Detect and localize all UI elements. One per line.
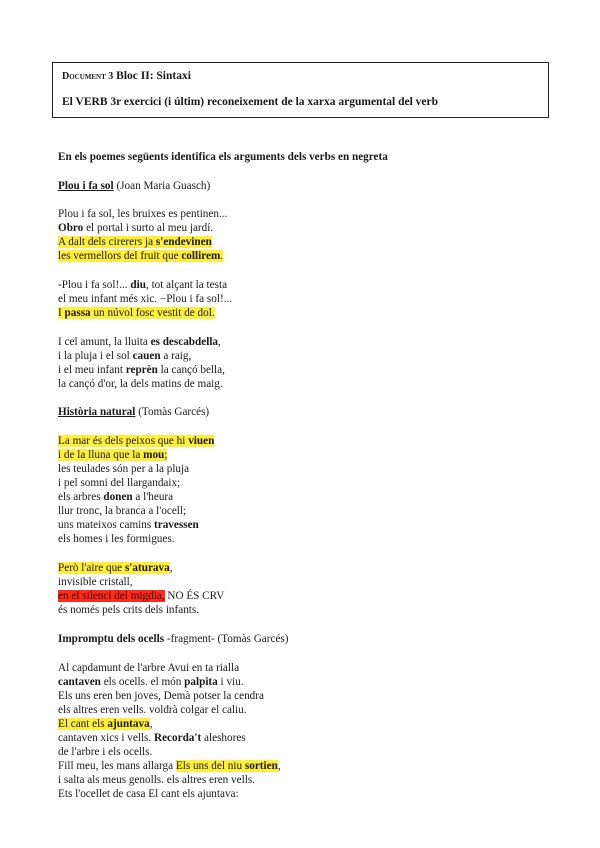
poem2-line: és només pels crits dels infants. [58, 604, 200, 616]
text-span: i el meu infant [58, 364, 126, 376]
text-span: un núvol fosc vestit de dol. [90, 307, 215, 319]
highlight-span [58, 718, 150, 730]
doc-label: Document 3 [62, 71, 114, 82]
text-span: les vermellors del fruit que [58, 250, 182, 262]
text-span: i la pluja i el sol [58, 350, 133, 362]
poem1-line: la cançó d'or, la dels matins de maig. [58, 378, 223, 390]
poem3-line: Al capdamunt de l'arbre Avui en ta rialla [58, 662, 240, 674]
poem2-line: els homes i les formigues. [58, 533, 175, 545]
poem3-line: Ets l'ocellet de casa El cant els ajuntava: [58, 788, 239, 800]
text-span: i de la lluna que la [58, 449, 144, 461]
red-highlight-span: en el silenci del migdia, [58, 590, 165, 602]
poem1-line [58, 363, 225, 377]
text-span: uns mateixos camins [58, 519, 155, 531]
highlight-span [58, 307, 215, 319]
poem2-line [58, 561, 173, 575]
highlight-span [58, 449, 167, 461]
poem1-heading [58, 179, 210, 193]
text-span: I cel amunt, la lluita [58, 336, 151, 348]
poem2-line [58, 448, 167, 462]
poem1-title: Plou i fa sol [58, 180, 114, 192]
text-span: Però l'aire que [58, 562, 125, 574]
poem2-title: Història natural [58, 406, 136, 418]
text-span: , [169, 562, 173, 574]
poem3-line: i salta als meus genolls. els altres eren vells. [58, 774, 255, 786]
poem1-line [58, 278, 227, 292]
verb: s'aturava [124, 562, 170, 574]
verb: diu [130, 279, 146, 291]
poem1-line [58, 221, 213, 235]
verb: viuen [188, 435, 215, 447]
poem1-line [58, 349, 191, 363]
verb: s'endevinen [155, 236, 212, 248]
verb: Obro [58, 222, 84, 234]
verb: palpita [184, 676, 218, 688]
header-subtitle: El VERB 3r exercici (i últim) reconeixement de la xarxa argumental del verb [62, 96, 439, 108]
text-span: ; [164, 449, 168, 461]
poem2-line: invisible cristall, [58, 576, 133, 588]
text-span: i viu. [217, 676, 244, 688]
text-span: , [277, 760, 281, 772]
highlight-span [58, 562, 170, 574]
verb: passa [64, 307, 91, 319]
highlight-span [58, 250, 223, 262]
poem1-line: Plou i fa sol, les bruixes es pentinen... [58, 208, 228, 220]
verb: reprèn [125, 364, 158, 376]
text-span: -Plou i fa sol!... [58, 279, 131, 291]
text-span: I [58, 307, 65, 319]
poem2-line [58, 490, 173, 504]
poem3-line [58, 731, 246, 745]
poem1-line [58, 306, 215, 320]
poem2-line [58, 434, 214, 448]
text-span: Els uns del niu [175, 760, 245, 772]
highlight-span [58, 236, 212, 248]
text-span: el portal i surto al meu jardí. [83, 222, 214, 234]
text-span: , [149, 718, 153, 730]
poem3-line: de l'arbre i els ocells. [58, 746, 153, 758]
poem2-line: llur tronc, la branca a l'ocell; [58, 505, 187, 517]
text-span: la cançó bella, [157, 364, 225, 376]
header-title [62, 70, 191, 82]
text-span: . [220, 250, 224, 262]
poem1-line [58, 335, 221, 349]
poem1-line [58, 235, 212, 249]
poem2-line [58, 518, 199, 532]
verb: cantaven [58, 676, 101, 688]
verb: collirem [181, 250, 221, 262]
poem3-title: Impromptu dels ocells [58, 633, 165, 645]
poem1-line: el meu infant més xic. −Plou i fa sol!... [58, 293, 233, 305]
verb: mou [143, 449, 165, 461]
text-span: a l'heura [132, 491, 174, 503]
verb: sortien [244, 760, 278, 772]
poem1-author: (Joan Maria Guasch) [116, 180, 211, 192]
poem3-author: -fragment- (Tomàs Garcés) [164, 633, 289, 645]
verb: cauen [132, 350, 161, 362]
poem1-line [58, 249, 223, 263]
text-span: A dalt dels cirerers ja [58, 236, 156, 248]
text-span: els ocells. el món [100, 676, 185, 688]
poem3-line [58, 759, 281, 773]
verb: es descabdella [150, 336, 219, 348]
text-span: aleshores [201, 732, 246, 744]
verb: Recorda't [154, 732, 202, 744]
header-box [52, 62, 549, 118]
poem3-line [58, 675, 244, 689]
text-span: els arbres [58, 491, 104, 503]
poem2-line: les teulades són per a la pluja [58, 463, 190, 475]
text-span: a raig, [160, 350, 192, 362]
text-span: La mar és dels peixos que hi [58, 435, 189, 447]
text-span: El cant els [58, 718, 108, 730]
text-span: , tot alçant la testa [145, 279, 228, 291]
verb: ajuntava [107, 718, 150, 730]
poem2-author: (Tomàs Garcés) [135, 406, 210, 418]
poem2-heading [58, 405, 209, 419]
highlight-span [176, 760, 278, 772]
verb: travessen [154, 519, 199, 531]
text-span: Fill meu, les mans allarga [58, 760, 176, 772]
poem3-line: Els uns eren ben joves, Demà potser la cendra [58, 690, 264, 702]
poem3-line [58, 717, 152, 731]
text-span: , [218, 336, 221, 348]
annotation: NO ÉS CRV [164, 590, 225, 602]
poem3-heading [58, 632, 289, 646]
poem2-line [58, 589, 224, 603]
bloc-label: Bloc II: Sintaxi [116, 70, 191, 82]
poem3-line: els altres eren vells. voldrà colgar el caliu. [58, 704, 247, 716]
poem2-line: i pel somni del llargandaix; [58, 477, 181, 489]
text-span: cantaven xics i vells. [58, 732, 154, 744]
highlight-span [58, 435, 214, 447]
verb: donen [103, 491, 133, 503]
instructions: En els poemes següents identifica els arguments dels verbs en negreta [58, 151, 388, 163]
